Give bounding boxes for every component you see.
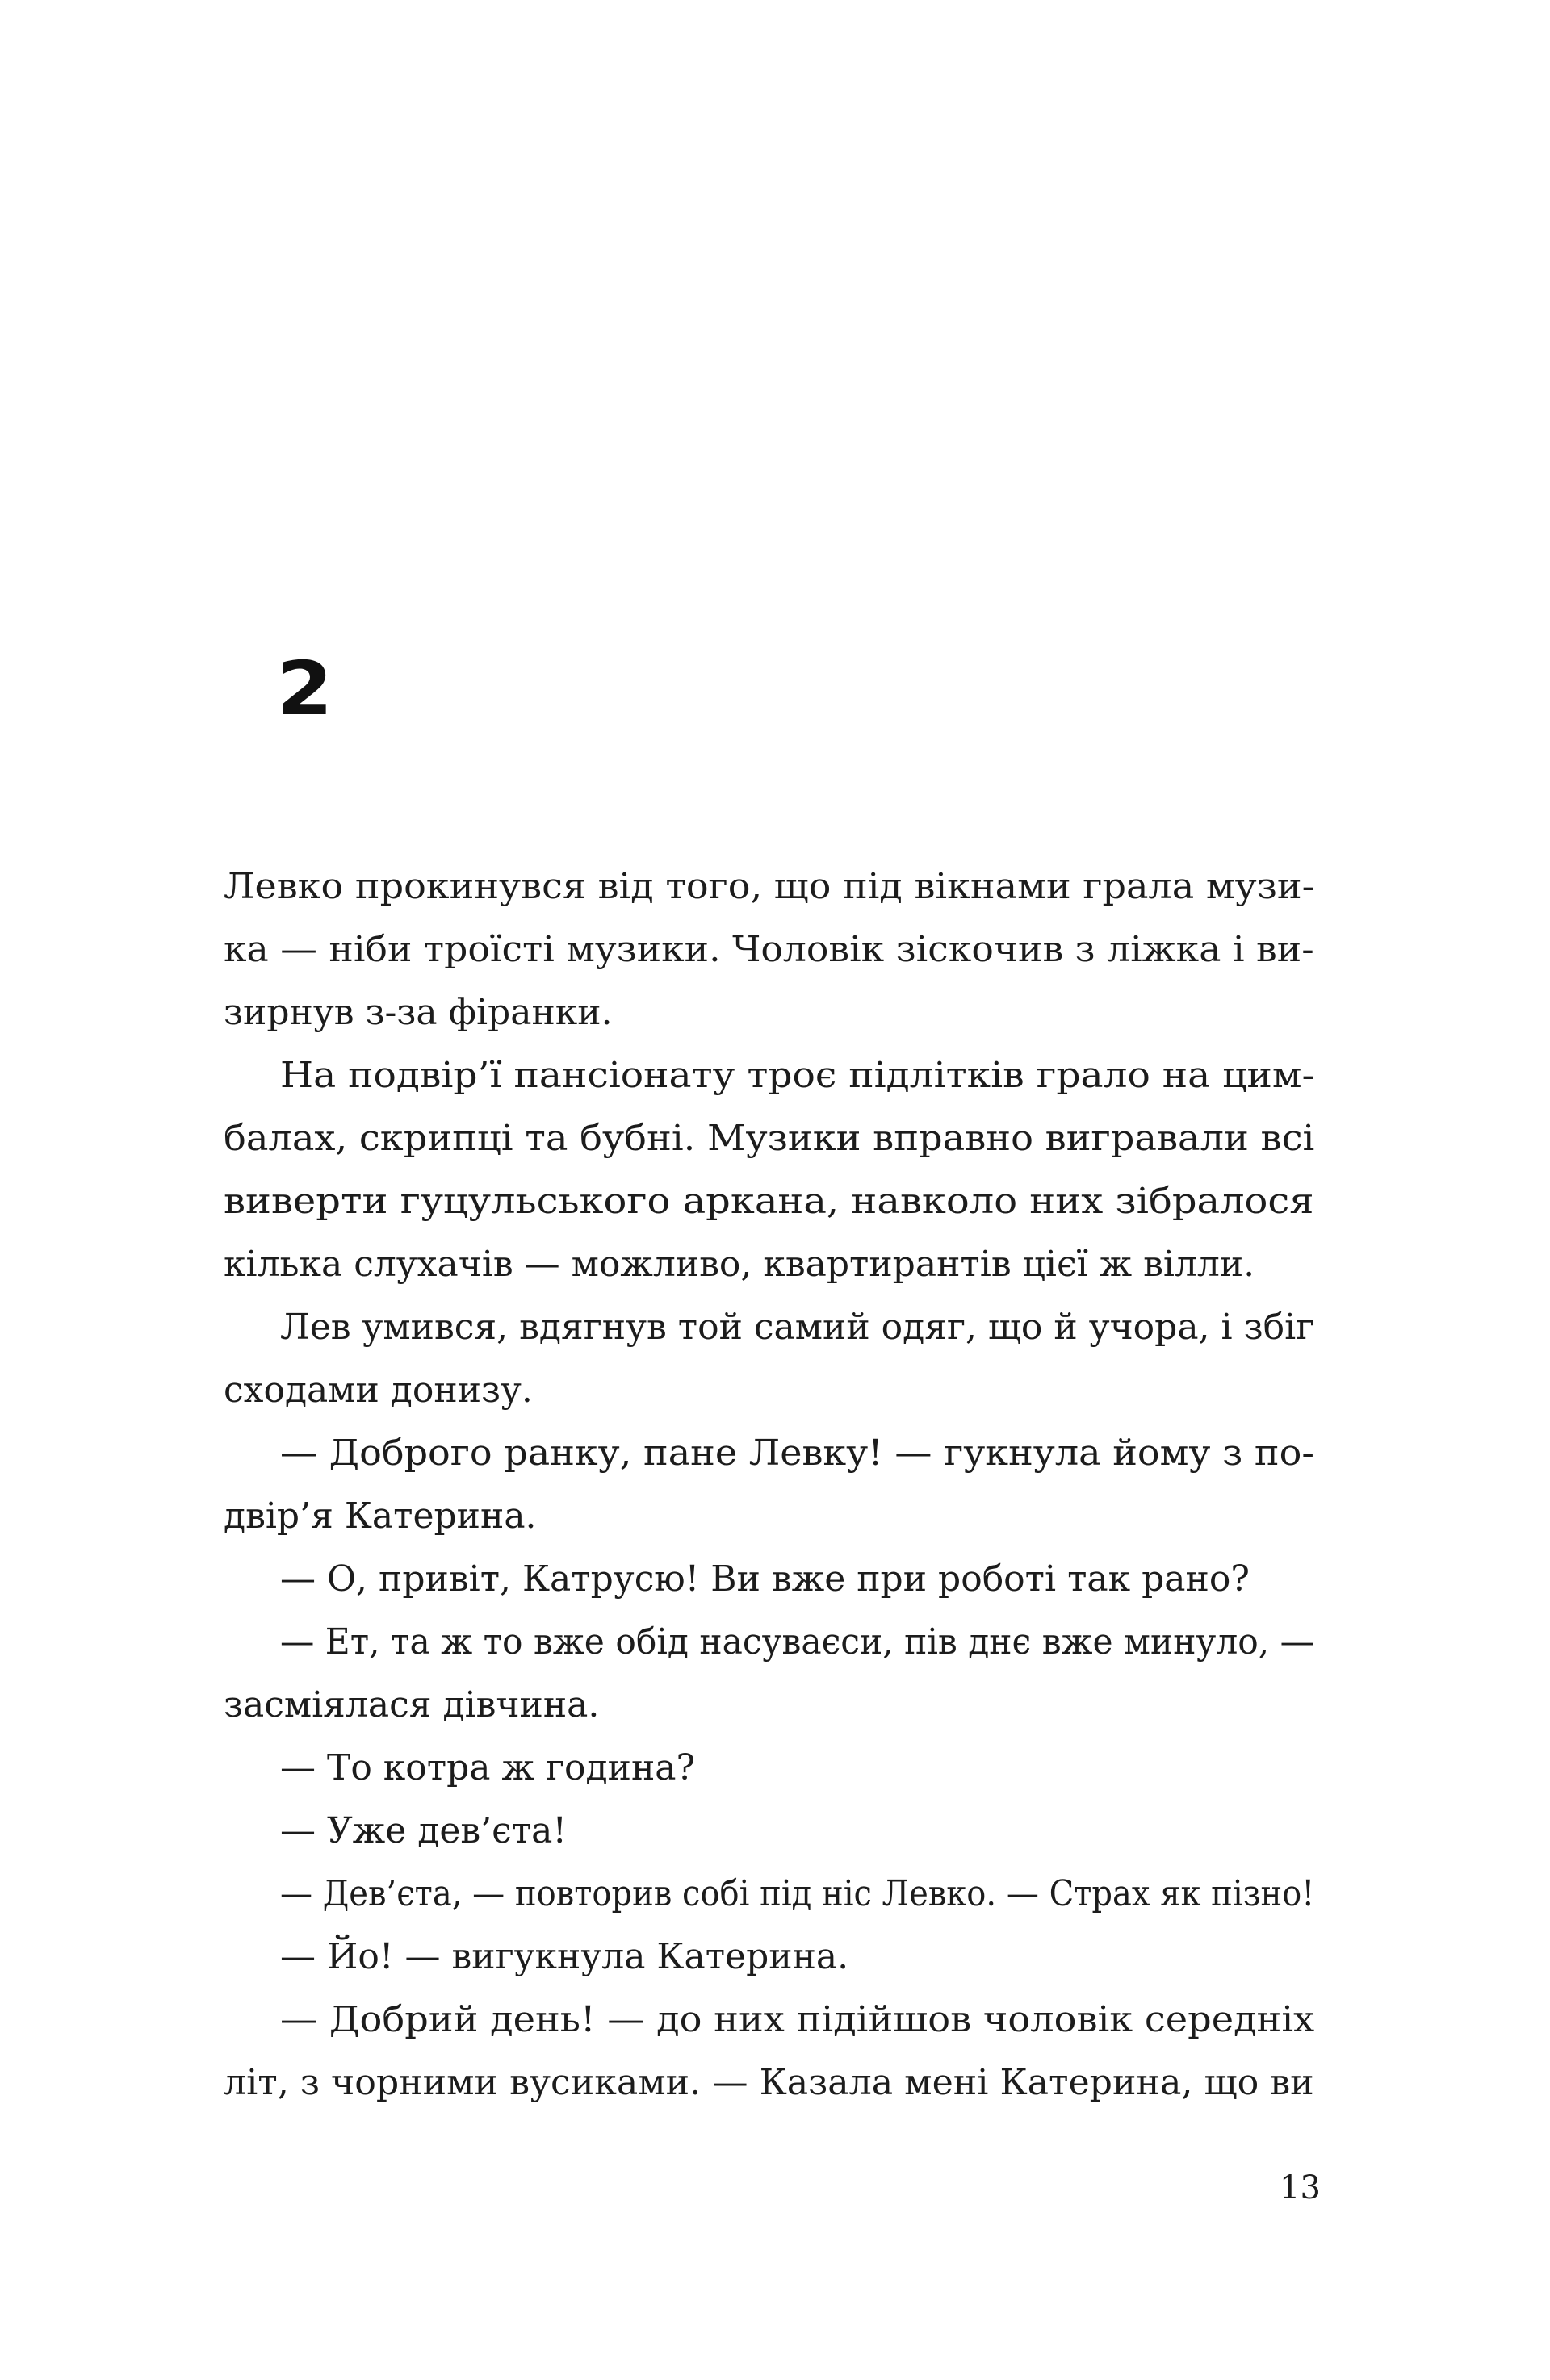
text-line: виверти гуцульського аркана, навколо них зібралося	[224, 1181, 1314, 1222]
text-line: — Йо! — вигукнула Катерина.	[280, 1936, 849, 1977]
text-line: Левко прокинувся від того, що під вікнами грала музи-	[224, 866, 1315, 907]
text-line: балах, скрипці та бубні. Музики вправно вигравали всі	[224, 1118, 1315, 1159]
text-line: — То котра ж година?	[280, 1747, 696, 1788]
text-line: — Уже дев’єта!	[280, 1810, 568, 1851]
text-line: На подвір’ї пансіонату троє підлітків грало на цим-	[280, 1055, 1315, 1096]
text-line: — Доброго ранку, пане Левку! — гукнула йому з по-	[280, 1433, 1314, 1474]
text-line: Лев умився, вдягнув той самий одяг, що й учора, і збіг	[280, 1307, 1315, 1348]
page-number: 13	[1280, 2169, 1321, 2206]
text-line: ка — ніби троїсті музики. Чоловік зіскочив з ліжка і ви-	[224, 929, 1314, 970]
text-line: літ, з чорними вусиками. — Казала мені Катерина, що ви	[224, 2062, 1314, 2103]
text-line: — О, привіт, Катрусю! Ви вже при роботі так рано?	[280, 1558, 1250, 1600]
chapter-body-text	[224, 855, 1314, 2114]
text-line: кілька слухачів — можливо, квартирантів цієї ж вілли.	[224, 1244, 1255, 1285]
text-line: сходами донизу.	[224, 1370, 533, 1411]
chapter-number: 2	[276, 646, 333, 732]
text-line: засміялася дівчина.	[224, 1684, 600, 1725]
text-line: двір’я Катерина.	[224, 1495, 537, 1537]
text-line: — Дев’єта, — повторив собі під ніс Левко. — Страх як пізно!	[280, 1873, 1315, 1914]
text-line: — Ет, та ж то вже обід насуваєси, пів днє вже минуло, —	[280, 1621, 1314, 1663]
text-line: зирнув з-за фіранки.	[224, 992, 613, 1033]
text-line: — Добрий день! — до них підійшов чоловік середніх	[280, 1999, 1315, 2040]
